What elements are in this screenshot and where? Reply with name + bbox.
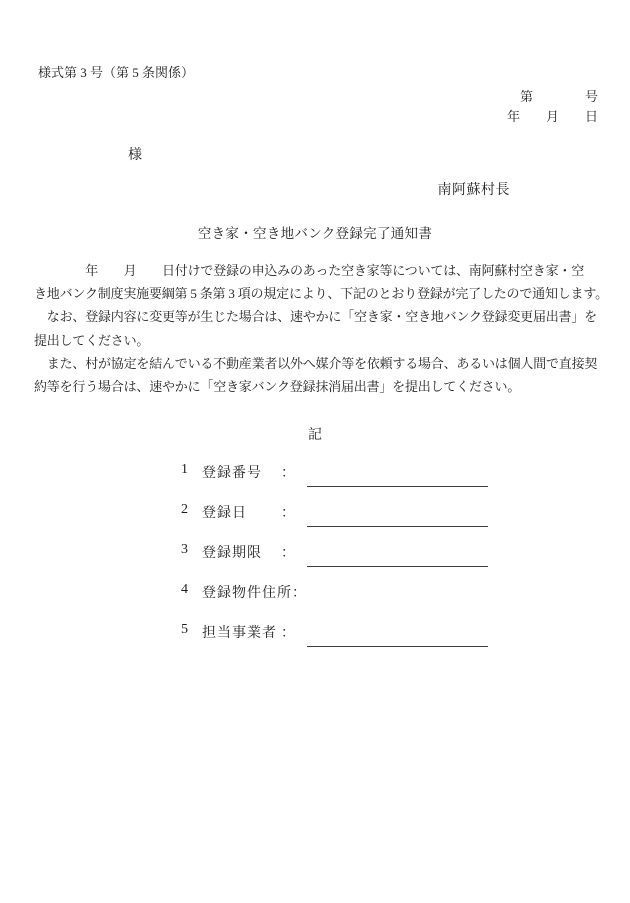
list-item-registration-date <box>0 501 630 541</box>
list-item-property-address <box>0 581 630 621</box>
section-heading-ki: 記 <box>308 428 322 443</box>
item-number: 2 <box>181 502 188 517</box>
item-number: 3 <box>181 542 188 557</box>
form-number: 様式第 3 号（第 5 条関係） <box>38 65 195 80</box>
document-date-line: 年 月 日 <box>506 109 598 124</box>
item-label: 登録物件住所 <box>202 586 292 601</box>
item-number: 4 <box>181 582 188 597</box>
fill-in-line <box>307 541 488 567</box>
body-line: き地バンク制度実施要綱第 5 条第 3 項の規定により、下記のとおり登録が完了したので通知します。 <box>34 286 608 302</box>
item-number: 5 <box>181 622 188 637</box>
item-label-group <box>202 502 295 522</box>
item-colon: ： <box>281 506 295 521</box>
list-item-registration-number <box>0 461 630 501</box>
item-colon: ： <box>292 586 306 601</box>
body-line: また、村が協定を結んでいる不動産業者以外へ媒介等を依頼する場合、あるいは個人間で直接契 <box>34 355 598 371</box>
item-colon: ： <box>281 546 295 561</box>
body-line: なお、登録内容に変更等が生じた場合は、速やかに「空き家・空き地バンク登録変更届出書」を <box>34 309 597 325</box>
items-list <box>0 461 630 661</box>
sender-title: 南阿蘇村長 <box>437 183 510 198</box>
item-number: 1 <box>181 462 188 477</box>
document-title: 空き家・空き地バンク登録完了通知書 <box>197 226 433 241</box>
item-label: 登録期限 <box>202 546 262 561</box>
list-item-registration-term <box>0 541 630 581</box>
body-line: 提出してください。 <box>34 332 150 348</box>
fill-in-line <box>307 501 488 527</box>
fill-in-line <box>307 621 488 647</box>
item-colon: ： <box>281 466 295 481</box>
body-line: 年 月 日付けで登録の申込みのあった空き家等については、南阿蘇村空き家・空 <box>34 263 585 278</box>
item-label-group <box>202 542 295 562</box>
fill-in-line <box>307 461 488 487</box>
list-item-agent-in-charge <box>0 621 630 661</box>
body-paragraphs <box>34 259 608 398</box>
item-label: 登録日 <box>202 506 247 521</box>
item-label: 登録番号 <box>202 466 262 481</box>
addressee-honorific: 様 <box>128 148 142 163</box>
item-label: 担当事業者 <box>202 626 277 641</box>
item-label-group <box>202 622 295 642</box>
body-line: 約等を行う場合は、速やかに「空き家バンク登録抹消届出書」を提出してください。 <box>34 379 521 395</box>
document-number-line: 第 号 <box>519 89 598 104</box>
item-colon: ： <box>281 626 295 641</box>
item-label-group <box>202 462 295 482</box>
item-label-group <box>202 582 306 602</box>
